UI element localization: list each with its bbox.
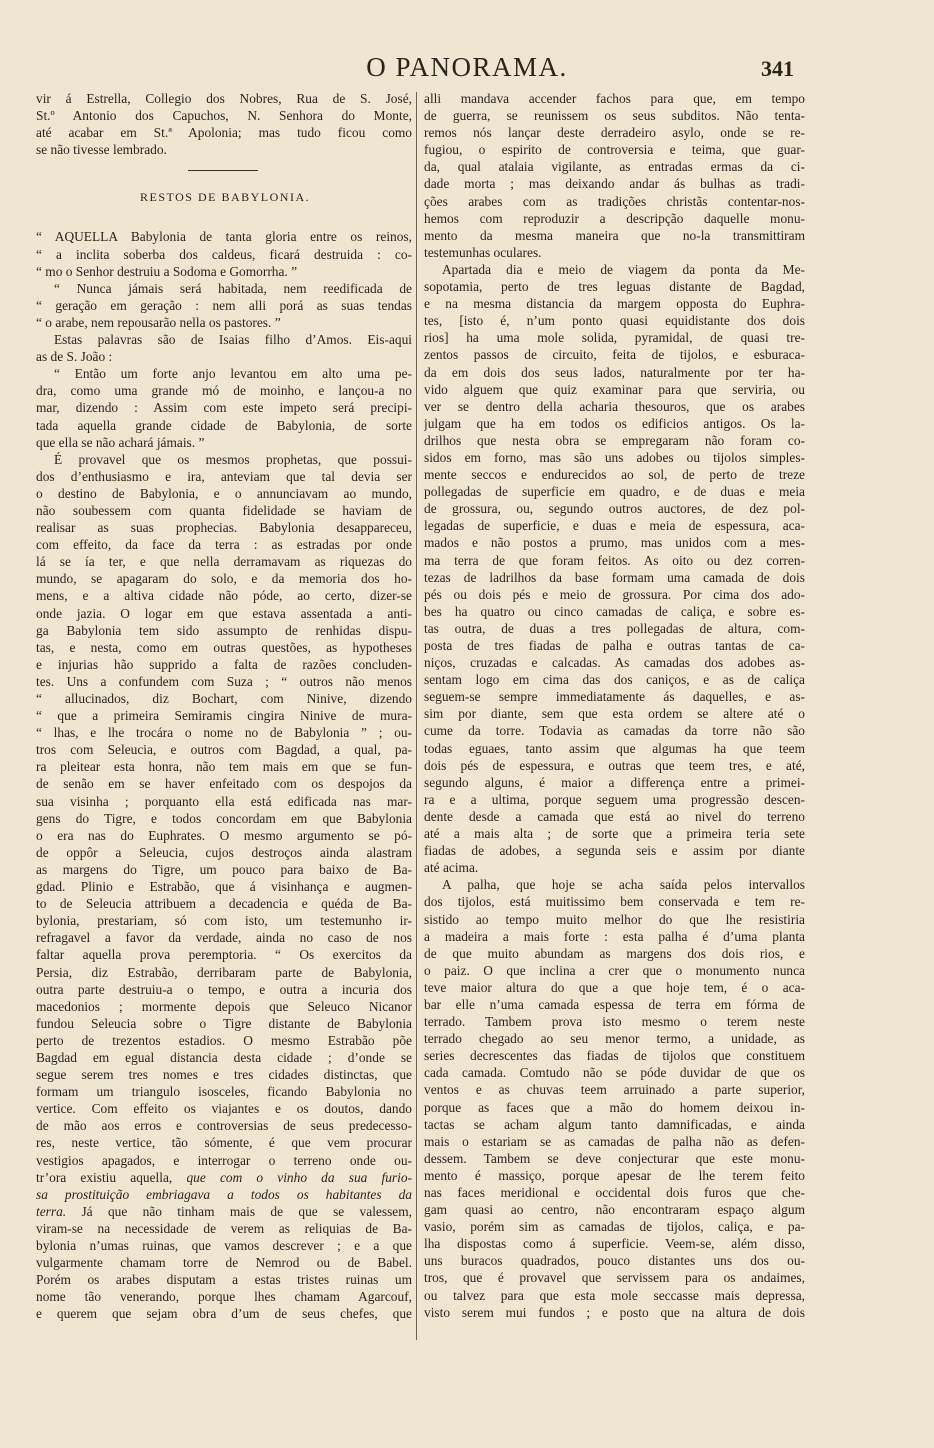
text-line: ver se dentro della acharia thesouros, que os arabes bbox=[424, 398, 805, 414]
text-line: dos tijolos, está muitissimo bem conservada e tem re- bbox=[424, 894, 805, 910]
text-line: perto de trezentos estadios. O mesmo Estrabão põe bbox=[36, 1032, 412, 1048]
text-line: cume da torre. Todavia as camadas da torre não são bbox=[424, 723, 805, 739]
text-line: “ mo o Senhor destruiu a Sodoma e Gomorrha. ” bbox=[36, 263, 298, 279]
text-line: de grossura, ou, segundo outros auctores, de dez pol- bbox=[424, 501, 805, 517]
text-line: faltar aquella prova peremptoria. “ Os exercitos da bbox=[36, 947, 412, 963]
text-line: tes. Uns a confundem com Suza ; “ outros não menos bbox=[36, 673, 412, 689]
text-line: alli mandava accender fachos para que, em tempo bbox=[424, 91, 805, 106]
text-line: sistido ao tempo muito melhor do que lhe resistiria bbox=[424, 911, 805, 927]
text-line: rios] ha uma mole solida, pyramidal, de quasi tre- bbox=[424, 330, 805, 346]
text-line: porque as faces que a mão do homem deixou in- bbox=[424, 1099, 805, 1115]
text-line: bes ha quatro ou cinco camadas de caliça, e sobre es- bbox=[424, 603, 805, 619]
text-line: o era nas do Euphrates. O mesmo argumento se pó- bbox=[36, 827, 412, 843]
text-line: mados e não postos a prumo, mas unidos com a mes- bbox=[424, 535, 805, 551]
text-line: lha dispostas como á superficie. Veem-se, além disso, bbox=[424, 1236, 805, 1252]
article-title: RESTOS DE BABYLONIA. bbox=[140, 190, 311, 205]
text-line: to de Seleucia attribuem a decadencia e quéda de Ba- bbox=[36, 896, 412, 912]
text-line: se não tivesse lembrado. bbox=[36, 142, 167, 158]
text-line: não soubessem com quanta fidelidade se haviam de bbox=[36, 502, 412, 518]
text-line: tes, [isto é, n’um ponto quasi equidistante dos dois bbox=[424, 313, 805, 329]
text-line: “ Então um forte anjo levantou em alto uma pe- bbox=[54, 366, 412, 382]
text-line: até acabar em St.ª Apolonia; mas tudo ficou como bbox=[36, 125, 412, 141]
text-line: “ a inclita soberba dos caldeus, ficará destruida : co- bbox=[36, 246, 412, 262]
text-line: ma terra de que foram feitos. As oito ou dez corren- bbox=[424, 552, 805, 568]
text-line: sim por diante, sem que esta ordem se altere até o bbox=[424, 706, 805, 722]
text-line: “ allucinados, diz Bochart, com Ninive, dizendo bbox=[36, 691, 412, 706]
section-divider bbox=[188, 170, 258, 171]
text-line: gam quasi ao centro, não encontraram espaço algum bbox=[424, 1202, 805, 1218]
text-line: o paiz. O que inclina a crer que o monumento nunca bbox=[424, 962, 805, 978]
text-line: todas eguaes, tanto assim que algumas ha que teem bbox=[424, 740, 805, 756]
text-line: bylonia n’umas ruinas, que vamos descrever ; e a que bbox=[36, 1238, 412, 1253]
text-line: zentos passos de circuito, feita de tijolos, e esburaca- bbox=[424, 347, 805, 363]
text-line: É provavel que os mesmos prophetas, que possui- bbox=[54, 451, 412, 467]
text-line: segue serem tres nomes e tres cidades distinctas, que bbox=[36, 1067, 412, 1083]
text-line: teve maior altura do que a que hoje tem, é o aca- bbox=[424, 979, 805, 995]
text-line: as margens do Tigre, um pouco para baixo de Ba- bbox=[36, 861, 412, 877]
text-line: mento da mesma maneira que no-la transmittiram bbox=[424, 227, 805, 243]
text-line: realisar as suas prophecias. Babylonia desappareceu, bbox=[36, 520, 412, 536]
text-line: formam um triangulo isosceles, ficando Babylonia no bbox=[36, 1084, 412, 1100]
text-line: Bagdad em egual distancia desta cidade ; d’onde se bbox=[36, 1049, 412, 1065]
text-line: lá se ía ter, e que nella derramavam as riquezas do bbox=[36, 554, 412, 570]
text-line: e injurias hão supprido a falta de razões concluden- bbox=[36, 656, 412, 672]
text-line: pollegadas de superficie em quadro, e de duas e meia bbox=[424, 484, 805, 500]
text-line: da em dois dos seus lados, naturalmente por ter ha- bbox=[424, 364, 805, 380]
text-line: macedonios ; mormente depois que Seleuco Nicanor bbox=[36, 998, 412, 1014]
text-line: fundou Seleucia sobre o Tigre distante de Babylonia bbox=[36, 1015, 412, 1031]
italic-quote-end: terra. bbox=[36, 1203, 67, 1219]
text-line: dos d’enthusiasmo e ira, anteviam que tal devia ser bbox=[36, 468, 412, 484]
text-line: vido alguem que quiz examinar para que serviria, ou bbox=[424, 381, 805, 397]
text-line: de que muito abundam as margens dos dois rios, e bbox=[424, 945, 805, 961]
text-line: hemos com reproduzir a descripção daquelle monu- bbox=[424, 210, 805, 226]
text-line: “ AQUELLA Babylonia de tanta gloria entre os reinos, bbox=[36, 229, 412, 245]
text-line: vulgarmente chamam torre de Nemrod ou de Babel. bbox=[36, 1255, 412, 1271]
text-line: vir á Estrella, Collegio dos Nobres, Rua de S. José, bbox=[36, 91, 412, 106]
text-line: uns buracos quadrados, pouco distantes uns dos ou- bbox=[424, 1253, 805, 1269]
text-line: bar elle n’uma camada espessa de terra em fórma de bbox=[424, 996, 805, 1012]
left-column bbox=[36, 90, 412, 1322]
italic-quote: que com o vinho da sua furio- bbox=[172, 1169, 412, 1185]
text-line: tros com Seleucia, e outros com Bagdad, a qual, pa- bbox=[36, 742, 412, 758]
text-line: tactas se acham algum tanto damnificadas, e ainda bbox=[424, 1116, 805, 1132]
text-line: Porém os arabes disputam a estas tristes ruinas um bbox=[36, 1272, 412, 1288]
text-line: com effeito, da face da terra : as estradas por onde bbox=[36, 537, 412, 553]
text-line: ra e a ultima, porque seguem uma progressão descen- bbox=[424, 791, 805, 807]
text-line: ções arabes com as tradições christãs contentar-nos- bbox=[424, 193, 805, 209]
text-line: julgam que ha em todos os edificios antigos. Os la- bbox=[424, 415, 805, 431]
column-rule bbox=[416, 92, 417, 1340]
masthead-title: O PANORAMA. bbox=[366, 52, 568, 82]
text-line: segundo alguns, é maior a differença entre a primei- bbox=[424, 774, 805, 790]
text-line: mundo, se apagaram do solo, e da memoria dos ho- bbox=[36, 571, 412, 587]
text-line: ou talvez para que esta mole seccasse mais depressa, bbox=[424, 1287, 805, 1303]
text-line: “ o arabe, nem repousarão nella os pastores. ” bbox=[36, 314, 281, 330]
text-line: Estas palavras são de Isaias filho d’Amos. Eis-aqui bbox=[54, 332, 412, 348]
text-line: fiadas de adobes, a segunda seis e assim por diante bbox=[424, 843, 805, 859]
text-line: cada camada. Comtudo não se póde duvidar de que os bbox=[424, 1065, 805, 1081]
text-line: até acima. bbox=[424, 860, 479, 876]
text-line: refragavel a favor da verdade, ainda no caso de nos bbox=[36, 930, 412, 946]
text-line: ga Babylonia tem sido assumpto de renhidas dispu- bbox=[36, 622, 412, 638]
text-line: vasio, porém sim as camadas de tijolos, caliça, e pa- bbox=[424, 1219, 805, 1235]
page-header bbox=[0, 44, 934, 84]
text-line: Apartada dia e meio de viagem da ponta da Me- bbox=[442, 261, 805, 277]
text-line: terra. Já que não tinham mais de que se valessem, bbox=[36, 1203, 412, 1219]
text-line: remos nós lançar deste derradeiro asylo, onde se re- bbox=[424, 125, 805, 141]
text-line: bylonia, prestariam, só com isto, um testemunho ir- bbox=[36, 913, 412, 929]
text-line: dessem. Tambem se deve conjecturar que este monu- bbox=[424, 1150, 805, 1166]
text-line: visto serem mui fundos ; e posto que na altura de dois bbox=[424, 1304, 805, 1320]
text-line: sentam logo em cima das dos caniços, e as de caliça bbox=[424, 672, 805, 688]
text-line: de oppôr a Seleucia, cujos destroços ainda alastram bbox=[36, 844, 412, 860]
text-line: de mão aos erros e controversias de seus predecesso- bbox=[36, 1118, 412, 1134]
text-line: vestigios apagados, e interrogar o terreno onde ou- bbox=[36, 1152, 412, 1168]
article-body-right bbox=[424, 90, 805, 1321]
text-line: mar, dizendo : Assim com este impeto será precipi- bbox=[36, 400, 412, 416]
text-line: sa prostituição embriagava a todos os habitantes da bbox=[36, 1186, 412, 1202]
text-line: tas outra, de duas a tres pollegadas de altura, com- bbox=[424, 620, 805, 636]
text-line: de senão em se haver enfeitado com os despojos da bbox=[36, 776, 412, 792]
text-line: dade morta ; mas deixando andar ás bulhas as tradi- bbox=[424, 176, 805, 192]
text-line: as de S. João : bbox=[36, 349, 113, 365]
article-body-left bbox=[36, 228, 412, 1322]
text-line: mente seccos e endurecidos ao sol, de perto de treze bbox=[424, 467, 805, 483]
text-line: gdad. Plinio e Estrabão, que á visinhança e augmen- bbox=[36, 879, 412, 895]
text-line: testemunhas oculares. bbox=[424, 244, 542, 260]
text-line: ra pleitear esta honra, não tem mais em que se fun- bbox=[36, 759, 412, 775]
text-line: dente desde a camada que está ao nivel do terreno bbox=[424, 808, 805, 824]
text-line: terrado. Tambem prova isto mesmo o terem neste bbox=[424, 1014, 805, 1030]
text-line: de guerra, se reunissem os seus subditos. Não tenta- bbox=[424, 108, 805, 124]
text-line: tr’ora existiu aquella, que com o vinho da sua furio- bbox=[36, 1169, 412, 1185]
text-line: seguem-se sempre immediatamente ás daquelles, e as- bbox=[424, 689, 805, 705]
text-line: tada aquella grande cidade de Babylonia, de sorte bbox=[36, 417, 412, 433]
text-line: tas, e nesta, como em outras questões, as hypotheses bbox=[36, 639, 412, 655]
text-line: legadas de superficie, e duas e meia de espessura, aca- bbox=[424, 518, 805, 534]
text-line: e na mesma distancia da margem opposta do Euphra- bbox=[424, 296, 805, 312]
text-line: vertice. Com effeito os viajantes e os doutos, dando bbox=[36, 1101, 412, 1117]
text-line: outra parte destruiu-a o tempo, e outra a incuria dos bbox=[36, 981, 412, 997]
text-line: tezas de ladrilhos da base formam uma camada de dois bbox=[424, 569, 805, 585]
text-line: “ geração em geração : nem alli porá as suas tendas bbox=[36, 297, 412, 313]
text-line: “ lhas, e lhe trocára o nome no de Babylonia ” ; ou- bbox=[36, 725, 412, 741]
text-line: mais o estariam se as camadas de palha não as defen- bbox=[424, 1133, 805, 1149]
text-line: “ Nunca jámais será habitada, nem reedificada de bbox=[54, 280, 412, 296]
right-column bbox=[424, 90, 805, 1321]
text-line: o destino de Babylonia, e o annunciavam ao mundo, bbox=[36, 485, 412, 501]
text-line: até a mais alta ; de sorte que a primeira teria sete bbox=[424, 826, 805, 842]
text-line: A palha, que hoje se acha saída pelos intervallos bbox=[442, 877, 805, 893]
text-line: e querem que sejam obra d’um de seus chefes, que bbox=[36, 1306, 412, 1322]
text-line: drilhos que nesta obra se empregaram não foram co- bbox=[424, 432, 805, 448]
text-line: dra, como uma grande mó de moinho, e lançou-a no bbox=[36, 383, 412, 399]
text-line: St.º Antonio dos Capuchos, N. Senhora do Monte, bbox=[36, 108, 412, 124]
text-line: mento é massiço, porque apesar de lhe terem feito bbox=[424, 1167, 805, 1183]
text-line: terrado chegado ao seu menor termo, a unidade, as bbox=[424, 1031, 805, 1047]
text-line: a madeira a mais forte : esta palha é d’uma planta bbox=[424, 928, 805, 944]
text-line: sua visinha ; porquanto ella está edificada nas mar- bbox=[36, 793, 412, 809]
text-line: res, neste vertice, tão sómente, é que vem procurar bbox=[36, 1135, 412, 1151]
intro-paragraph bbox=[36, 90, 412, 158]
text-line: viram-se na necessidade de verem as reliquias de Ba- bbox=[36, 1220, 412, 1236]
text-line: que ella se não achará jámais. ” bbox=[36, 434, 205, 450]
text-line: niços, cruzadas e calcadas. As camadas dos adobes as- bbox=[424, 655, 805, 671]
text-line: posta de tres fiadas de palha e outras tantas de ca- bbox=[424, 638, 805, 653]
text-line: fugiou, o espirito de controversia e teima, que guar- bbox=[424, 142, 805, 158]
page-number: 341 bbox=[761, 56, 794, 81]
text-line: nome tão venerando, porque lhes chamam Agarcouf, bbox=[36, 1289, 412, 1305]
text-line: ventos e as chuvas teem arruinado a parte superior, bbox=[424, 1082, 805, 1098]
text-line: Persia, diz Estrabão, derribaram parte de Babylonia, bbox=[36, 964, 412, 980]
text-line: “ que a primeira Semiramis cingira Ninive de mura- bbox=[36, 708, 412, 724]
text-line: sidos em forno, mas são uns adobes ou tijolos simples- bbox=[424, 449, 805, 465]
text-line: dois pés de espessura, e outras que teem tres, e até, bbox=[424, 757, 805, 773]
text-line: da, qual atalaia vigilante, as entradas ermas da ci- bbox=[424, 159, 805, 175]
text-line: sopotamia, perto de tres leguas distante de Bagdad, bbox=[424, 279, 805, 295]
text-line: tros, que é provavel que servissem para os andaimes, bbox=[424, 1270, 805, 1286]
text-line: mens, e a altiva cidade não póde, ao certo, dizer-se bbox=[36, 588, 412, 604]
text-line: onde jazia. O logar em que estava assentada a anti- bbox=[36, 605, 412, 621]
text-line: pés ou dois pés e meio de grossura. Por cima dos ado- bbox=[424, 586, 805, 602]
text-line: gens do Tigre, e todos concordam em que Babylonia bbox=[36, 810, 412, 826]
text-line: nas faces meridional e occidental dois furos que che- bbox=[424, 1185, 805, 1200]
text-line: series decrescentes das fiadas de tijolos que constituem bbox=[424, 1048, 805, 1064]
